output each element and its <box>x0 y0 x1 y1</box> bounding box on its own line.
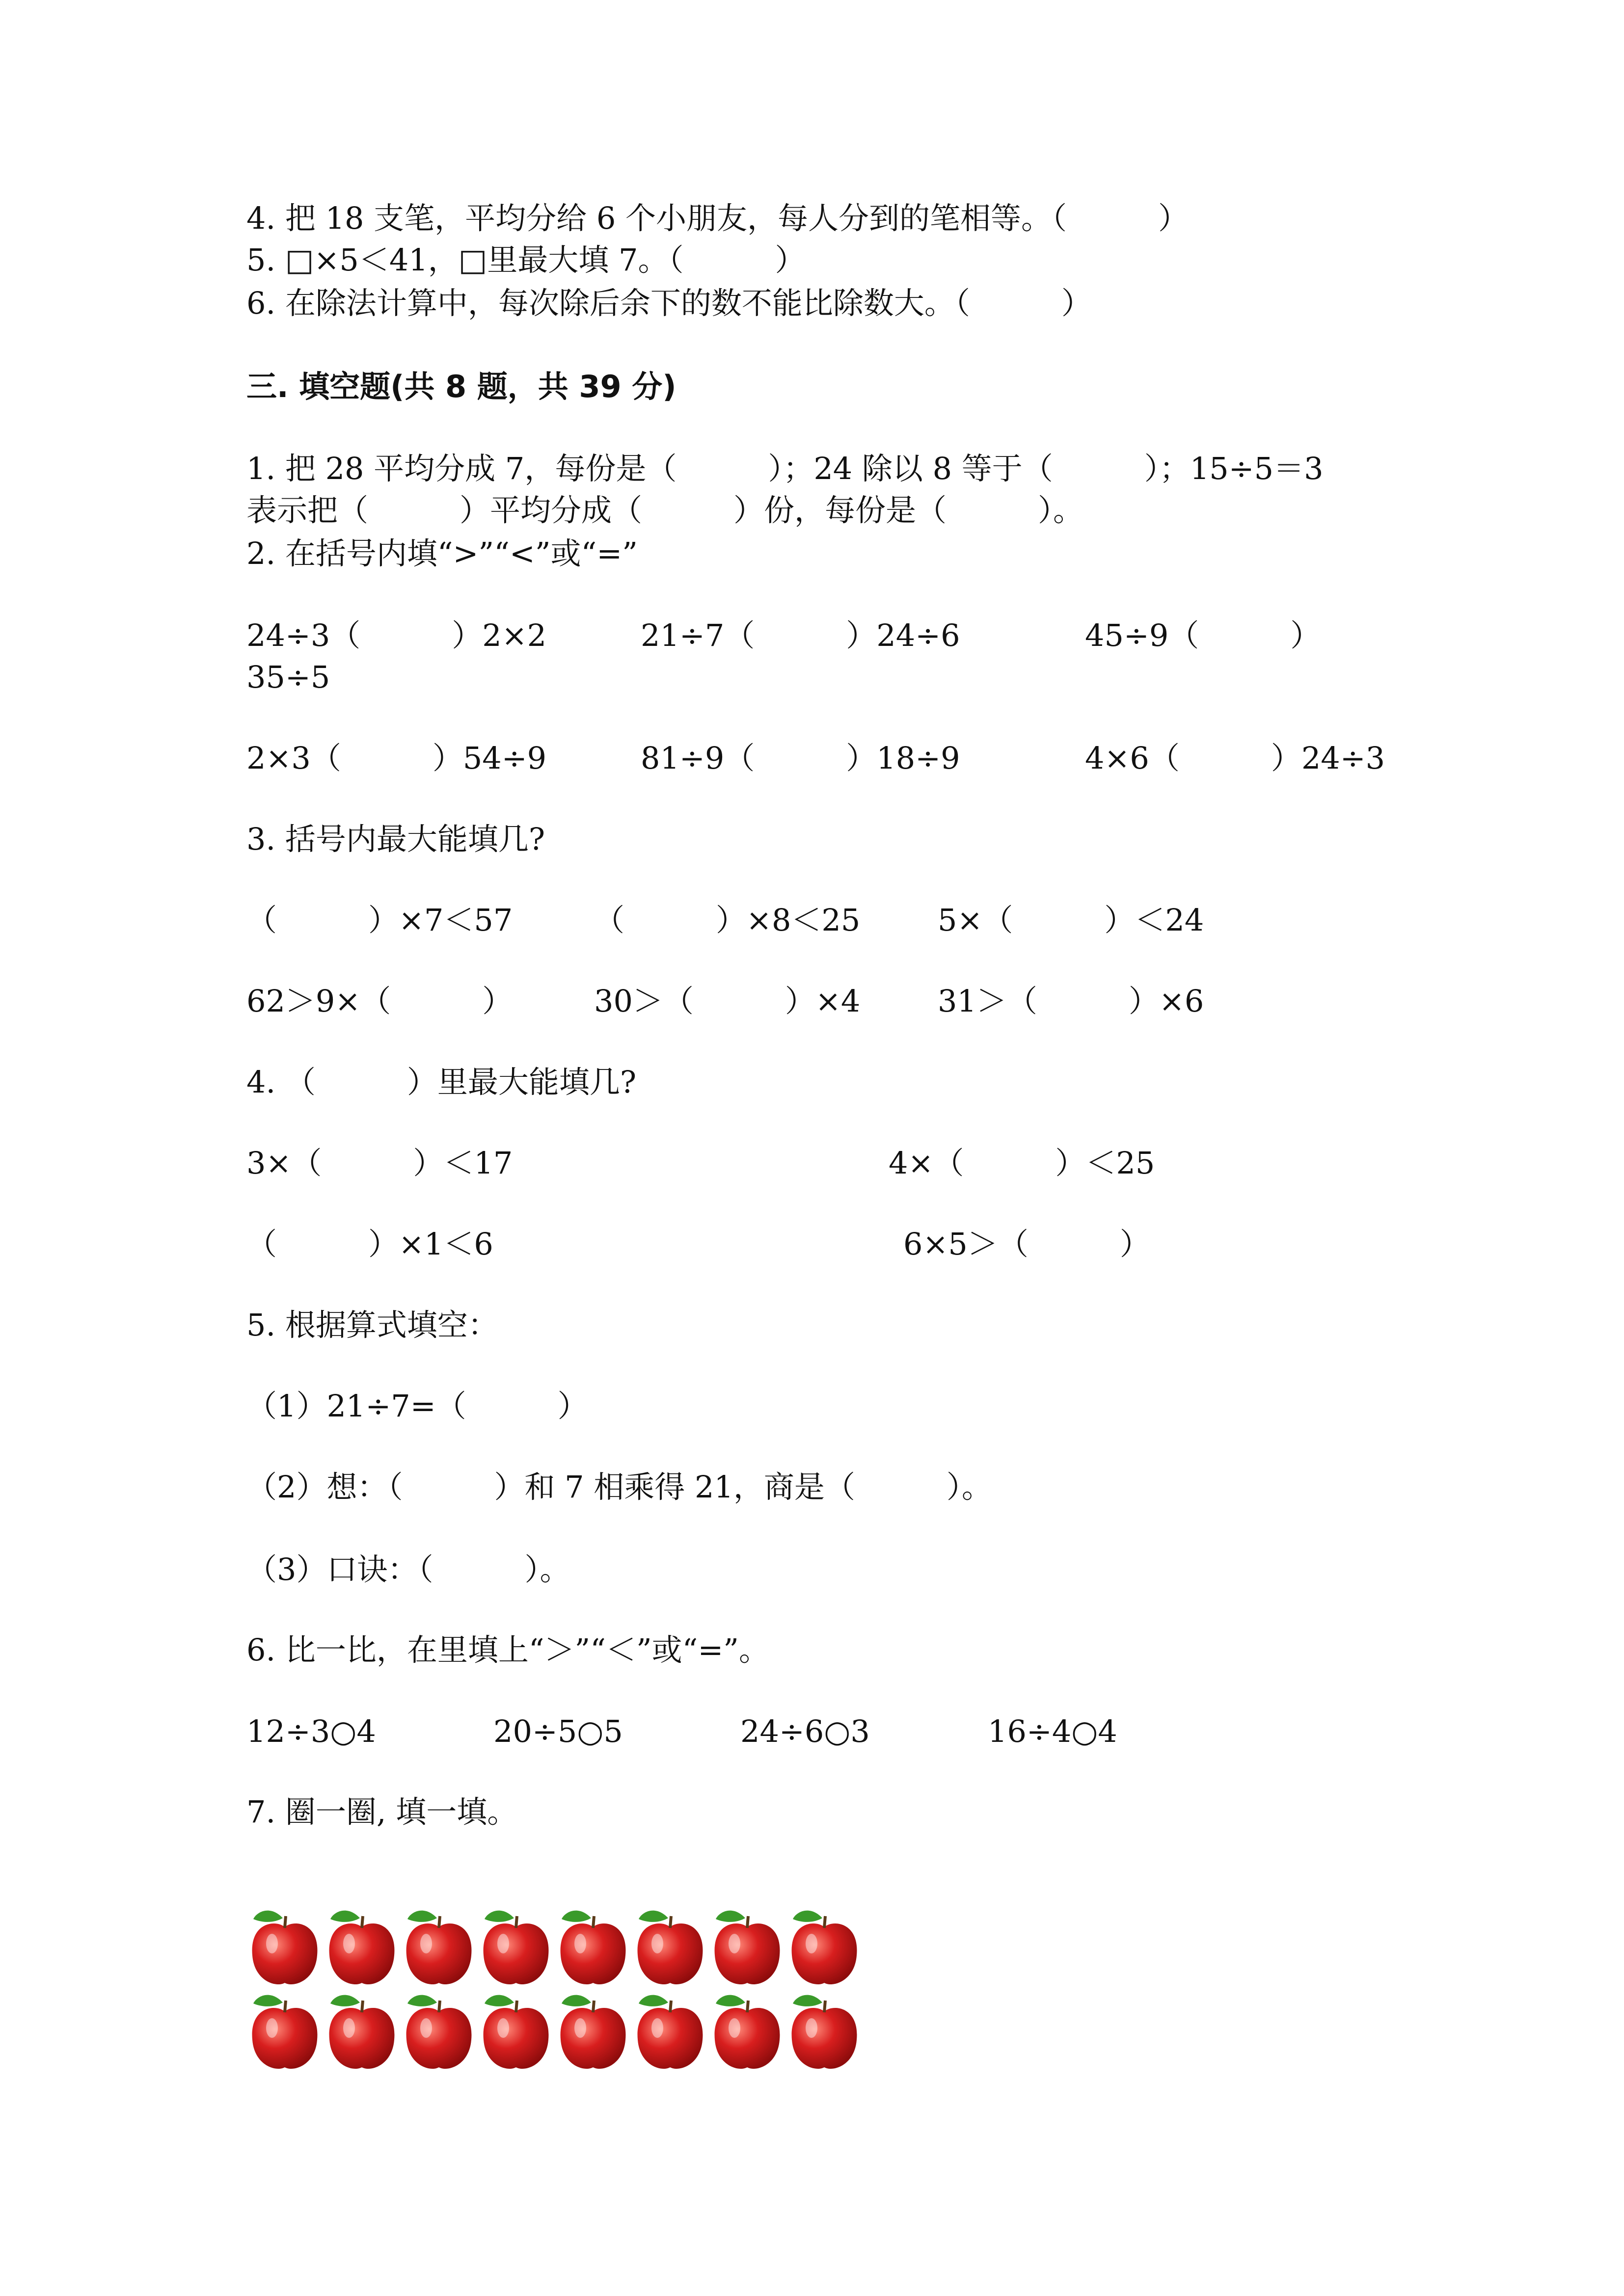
q6-item-1: 12÷3○4 <box>246 1713 376 1749</box>
q3-r1-c3: 5×（ ）＜24 <box>938 902 1204 938</box>
apple-icon <box>638 1911 703 1984</box>
q6-item-2: 20÷5○5 <box>493 1713 623 1749</box>
apple-icon <box>329 1911 395 1984</box>
apple-icon <box>561 1911 626 1984</box>
apple-icon <box>792 1995 857 2069</box>
apple-icon <box>638 1995 703 2069</box>
apple-icon <box>561 1995 626 2069</box>
q1-line2: 表示把（ ）平均分成（ ）份，每份是（ ）。 <box>246 492 1084 528</box>
q3-r2-c2: 30＞（ ）×4 <box>594 983 861 1019</box>
judgement-q4: 4. 把 18 支笔，平均分给 6 个小朋友，每人分到的笔相等。（ ） <box>246 200 1189 236</box>
q4-r1-c2: 4×（ ）＜25 <box>889 1145 1155 1181</box>
q2-r2-c3: 4×6（ ）24÷3 <box>1085 740 1385 776</box>
q4-title: 4. （ ）里最大能填几? <box>246 1064 637 1100</box>
apple-icon <box>715 1911 780 1984</box>
apple-icon <box>329 1995 395 2069</box>
q5-item-1: （1）21÷7=（ ） <box>246 1388 588 1424</box>
q2-r1-c1: 24÷3（ ）2×2 <box>246 617 547 653</box>
section-heading-fill-in: 三. 填空题(共 8 题，共 39 分) <box>246 369 677 404</box>
q7-title: 7. 圈一圈, 填一填。 <box>246 1794 518 1830</box>
q6-title: 6. 比一比，在里填上“＞”“＜”或“=”。 <box>246 1632 769 1668</box>
q4-r2-c1: （ ）×1＜6 <box>246 1226 493 1262</box>
q3-r1-c1: （ ）×7＜57 <box>246 902 513 938</box>
apple-icon <box>406 1911 472 1984</box>
q2-r1-c3: 45÷9（ ） <box>1085 617 1321 653</box>
q2-r1-wrap: 35÷5 <box>246 659 330 695</box>
q2-title: 2. 在括号内填“>”“<”或“=” <box>246 535 638 571</box>
judgement-q5: 5. □×5＜41，□里最大填 7。（ ） <box>246 242 806 278</box>
apple-icon <box>792 1911 857 1984</box>
q5-title: 5. 根据算式填空： <box>246 1307 498 1343</box>
q3-r1-c2: （ ）×8＜25 <box>594 902 861 938</box>
apple-icon <box>484 1995 549 2069</box>
apple-icon <box>252 1911 318 1984</box>
q4-r1-c1: 3×（ ）＜17 <box>246 1145 513 1181</box>
q3-r2-c3: 31＞（ ）×6 <box>938 983 1204 1019</box>
apple-icon <box>715 1995 780 2069</box>
apple-group-image <box>250 1904 879 2076</box>
q4-r2-c2: 6×5＞（ ） <box>903 1226 1150 1262</box>
q5-item-3: （3）口诀：（ ）。 <box>246 1551 570 1587</box>
q2-r2-c2: 81÷9（ ）18÷9 <box>641 740 960 776</box>
apple-icon <box>406 1995 472 2069</box>
q3-r2-c1: 62＞9×（ ） <box>246 983 513 1019</box>
q2-r2-c1: 2×3（ ）54÷9 <box>246 740 547 776</box>
q2-r1-c2: 21÷7（ ）24÷6 <box>641 617 960 653</box>
q3-title: 3. 括号内最大能填几? <box>246 821 545 857</box>
apple-icon <box>484 1911 549 1984</box>
q6-item-3: 24÷6○3 <box>740 1713 870 1749</box>
judgement-q6: 6. 在除法计算中，每次除后余下的数不能比除数大。（ ） <box>246 285 1092 321</box>
q5-item-2: （2）想：（ ）和 7 相乘得 21，商是（ ）。 <box>246 1469 992 1505</box>
q1-line1: 1. 把 28 平均分成 7，每份是（ ）；24 除以 8 等于（ ）；15÷5＝3 <box>246 451 1324 486</box>
apple-icon <box>252 1995 318 2069</box>
q6-item-4: 16÷4○4 <box>988 1713 1117 1749</box>
